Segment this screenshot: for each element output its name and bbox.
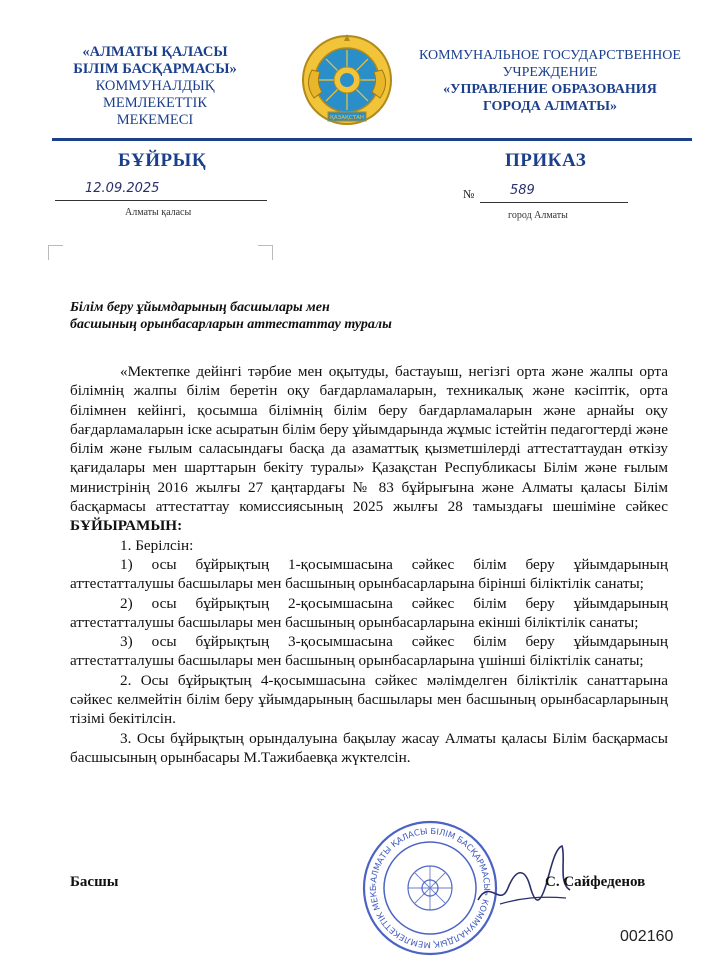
- org-name-kz-line: КОММУНАЛДЫҚ МЕМЛЕКЕТТІК: [95, 78, 215, 111]
- item-1-1: 1) осы бұйрықтың 1-қосымшасына сәйкес білім беру ұйымдарының аттестатталушы басшылары мен басшының орынбасарларына бірінші біліктілік санаты;: [70, 555, 668, 593]
- date-underline: [55, 200, 267, 201]
- org-name-ru: [410, 47, 690, 115]
- org-name-ru-line: УЧРЕЖДЕНИЕ: [502, 65, 598, 80]
- number-sign: №: [463, 187, 475, 201]
- order-body: [70, 362, 668, 767]
- preamble-text: «Мектепке дейінгі тәрбие мен оқытуды, бастауыш, негізгі орта және жалпы орта білімнің жалпы білім беретін оқу бағдарламаларын, техникалық және кәсіптік, орта білімнен кейінгі, қосымша білімнің білім беру бағдарламаларын және арнайы оқу бағдарламаларын іске асыратын білім беру ұйымдарында жұмыс істейтін педагогтерді және білім және ғылым саласындағы басқа да азаматтық қызметшілерді аттестаттаудан өткізу қағидалары мен шарттарын бекіту туралы» Қазақстан Республикасы Білім және ғылым министрінің 2016 жылғы 27 қаңтардағы № 83 бұйрығына және Алматы қаласы Білім басқармасы аттестаттау комиссиясының 2025 жылғы 28 тамыздағы шешіміне сәйкес: [70, 363, 668, 516]
- subject-line: басшының орынбасарларын аттестаттау туралы: [70, 317, 392, 332]
- org-name-kz-line: «АЛМАТЫ ҚАЛАСЫ: [82, 44, 228, 60]
- preamble-paragraph: [70, 362, 668, 536]
- number-underline: [480, 202, 628, 203]
- org-name-kz-line: БІЛІМ БАСҚАРМАСЫ»: [73, 61, 237, 77]
- item-1-3: 3) осы бұйрықтың 3-қосымшасына сәйкес білім беру ұйымдарының аттестатталушы басшылары мен басшының орынбасарларына үшінші біліктілік санаты;: [70, 633, 668, 670]
- state-emblem: [298, 32, 396, 128]
- city-kz-label: Алматы қаласы: [125, 207, 192, 218]
- command-word: БҰЙЫРАМЫН:: [70, 517, 183, 535]
- order-date: 12.09.2025: [85, 181, 160, 196]
- header-divider: [52, 138, 692, 141]
- order-title-ru: ПРИКАЗ: [505, 150, 587, 171]
- org-name-ru-line: «УПРАВЛЕНИЕ ОБРАЗОВАНИЯ: [443, 82, 657, 97]
- address-corner-right: [258, 245, 273, 260]
- order-number: 589: [510, 183, 535, 198]
- city-ru-label: город Алматы: [508, 210, 568, 221]
- subject-line: Білім беру ұйымдарының басшылары мен: [70, 300, 330, 315]
- signatory-title: Басшы: [70, 874, 119, 890]
- item-3: 3. Осы бұйрықтың орындалуына бақылау жасау Алматы қаласы Білім басқармасы басшысының орынбасары М.Тажибаевқа жүктелсін.: [70, 729, 668, 766]
- org-name-ru-line: ГОРОДА АЛМАТЫ»: [482, 99, 618, 114]
- order-subject: [70, 299, 450, 333]
- signatory-name: С. Сайфеденов: [545, 874, 646, 890]
- address-corner-left: [48, 245, 63, 260]
- document-serial-number: 002160: [620, 928, 674, 945]
- item-1-heading: 1. Берілсін:: [120, 536, 194, 554]
- stamp-ring-text: «АЛМАТЫ ҚАЛАСЫ БІЛІМ БАСҚАРМАСЫ» КОММУНАЛДЫҚ МЕМЛЕКЕТТІК МЕКЕ: [367, 825, 493, 951]
- org-name-kz-line: МЕКЕМЕСІ: [116, 112, 194, 128]
- order-title-kz: БҰЙРЫҚ: [118, 150, 207, 171]
- org-name-ru-line: КОММУНАЛЬНОЕ ГОСУДАРСТВЕННОЕ: [419, 48, 681, 63]
- item-1-2: 2) осы бұйрықтың 2-қосымшасына сәйкес білім беру ұйымдарының аттестатталушы басшылары мен басшының орынбасарларына екінші біліктілік санаты;: [70, 594, 668, 631]
- item-2: 2. Осы бұйрықтың 4-қосымшасына сәйкес мәлімделген біліктілік санаттарына сәйкес келмейтін білім беру ұйымдарының басшылары мен басшының орынбасарларының тізімі бекітілсін.: [70, 671, 668, 728]
- emblem-text: ҚАЗАҚСТАН: [330, 115, 364, 121]
- org-name-kz: [45, 44, 265, 129]
